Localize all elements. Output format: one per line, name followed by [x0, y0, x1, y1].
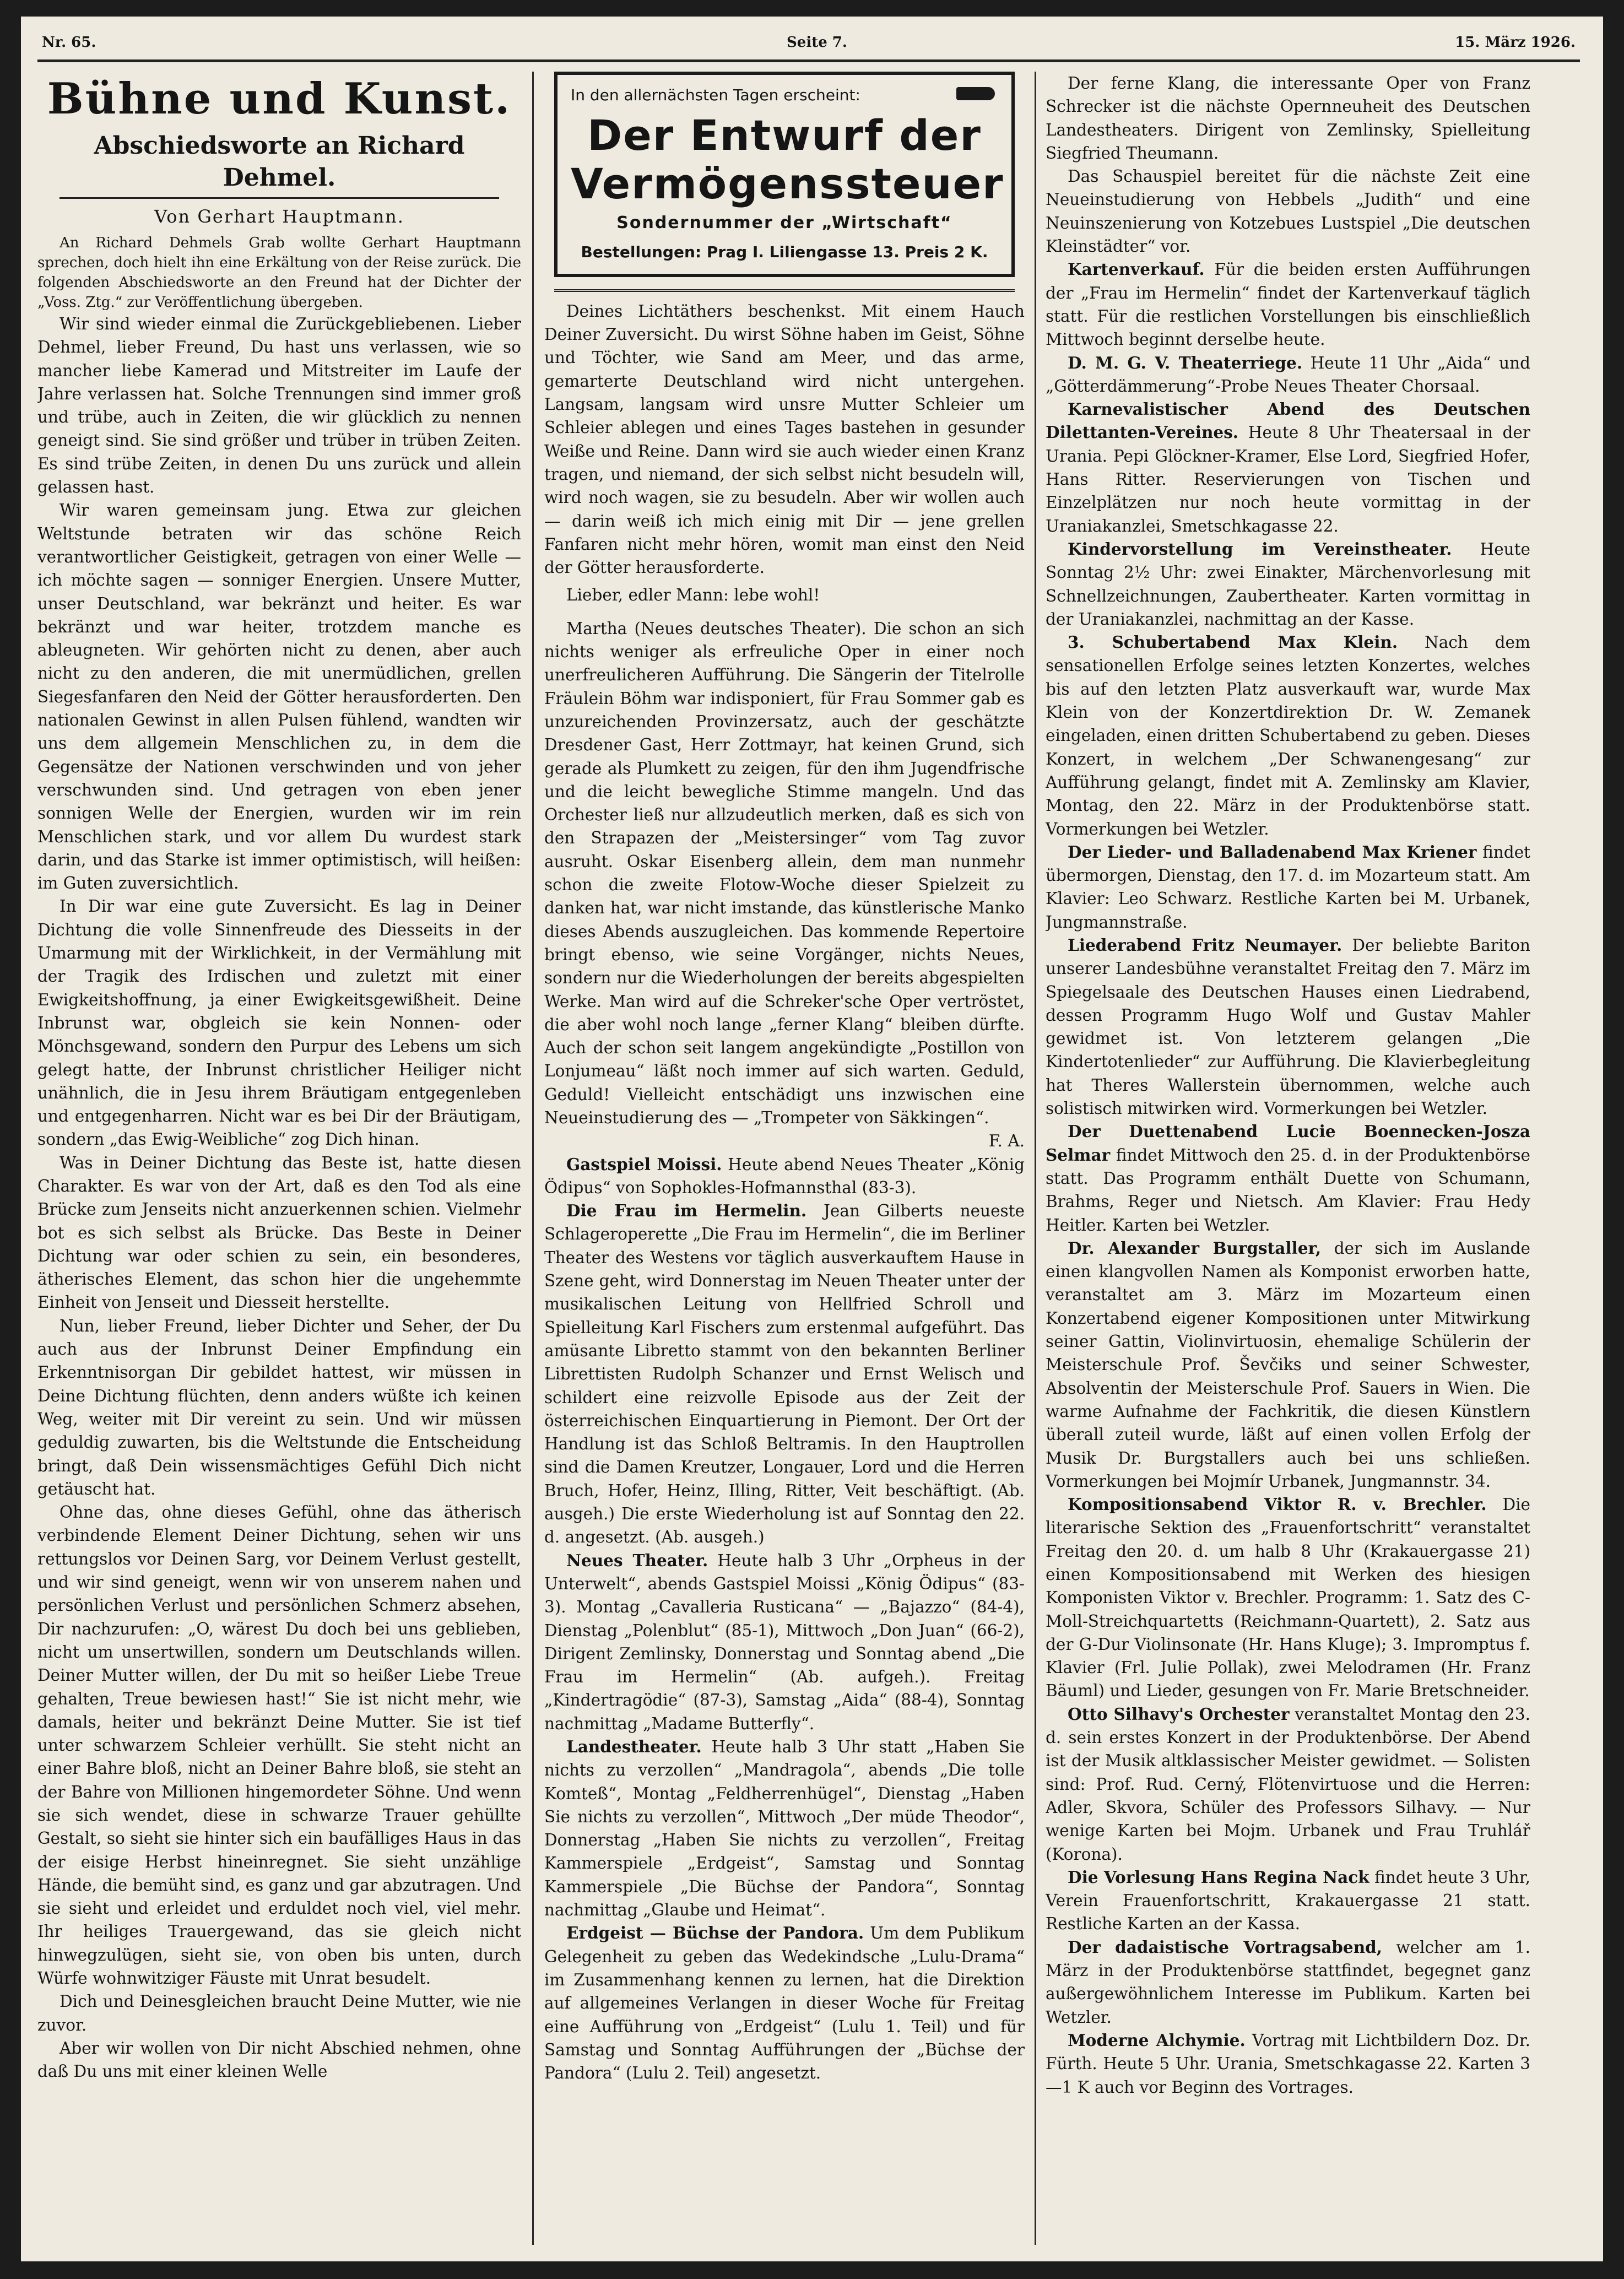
article-paragraph: Deines Lichtäthers beschenkst. Mit einem Hauch Deiner Zuversicht. Du wirst Söhne haben im Geist, Söhne und Töchter, wie Sand am Meer, und das arme, gemarterte Deutschland wird nicht untergehen. Langsam, langsam wird unsre Mutter Schleier um Schleier ablegen und eines Tages bastehen in gesunder Weiße und Reine. Dann wird sie auch wieder einen Kranz tragen, und niemand, der sich selbst nicht besudeln will, wird noch wagen, sie zu besudeln. Aber wir wollen auch — darin weiß ich mich einig mit Dir — jene grellen Fanfaren nicht mehr hören, womit man einst den Neid der Götter herausforderte. — [544, 301, 1025, 577]
ad-order-info: Bestellungen: Prag I. Liliengasse 13. Preis 2 K. — [581, 242, 988, 261]
notice — [1046, 1703, 1530, 1866]
column-rule — [1035, 72, 1036, 2245]
byline: Von Gerhart Hauptmann. — [154, 206, 404, 227]
newspaper-page — [21, 17, 1603, 2261]
notice-lead: Liederabend Fritz Neumayer. — [1068, 935, 1342, 955]
notice-text: Das Schauspiel bereitet für die nächste Zeit eine Neueinstudierung von Hebbels „Judith“ und eine Neuinszenierung von Kotzebues Lustspiel „Die deutschen Kleinstädter“ vor. — [1046, 167, 1530, 256]
notice-lead: Landestheater. — [566, 1737, 702, 1756]
notice-text: Um dem Publikum Gelegenheit zu geben das Wedekindsche „Lulu-Drama“ im Zusammenhang kennen zu lernen, hat die Direktion auf allgemeines Verlangen in dieser Woche für Freitag eine Aufführung von „Erdgeist“ (Lulu 1. Teil) und für Samstag und Sonntag Aufführungen der „Büchse der Pandora“ (Lulu 2. Teil) angesetzt. — [544, 1924, 1025, 2083]
notice-signature: F. A. — [988, 1132, 1025, 1151]
notice-lead: Karnevalistischer Abend des Deutschen Dilettanten-Vereines. — [1046, 399, 1530, 442]
notice — [544, 1199, 1025, 1549]
issue-number: Nr. 65. — [42, 34, 96, 51]
article-paragraph: Wir sind wieder einmal die Zurückgebliebenen. Lieber Dehmel, lieber Freund, Du hast uns verlassen, wie so mancher liebe Kamerad und Mitstreiter im Laufe der Jahre verlassen hat. Solche Trennungen sind immer groß und trübe, auch in Zeiten, die wir glücklich zu nennen geneigt sind. Sie sind größer und trüber in trüben Zeiten. Es sind trübe Zeiten, in denen Du uns zurück und allein gelassen hast. — [37, 315, 521, 497]
notice-text: Jean Gilberts neueste Schlageroperette „Die Frau im Hermelin“, die im Berliner Theater des Westens vor täglich ausverkauftem Hause in Szene geht, wird Donnerstag im Neuen Theater unter der musikalischen Leitung von Hellfried Schroll und Spielleitung Karl Fischers zum erstenmal aufgeführt. Das amüsante Libretto stammt von den bekannten Berliner Librettisten Rudolph Schanzer und Ernst Welisch und schildert eine reizvolle Episode aus der Zeit der österreichischen Einquartierung in Piemont. Der Ort der Handlung ist das Schloß Beltramis. In den Hauptrollen sind die Damen Kreutzer, Longauer, Lord und die Herren Bruch, Hofer, Heinz, Illing, Ritter, Veit beschäftigt. (Ab. ausgeh.) Die erste Wiederholung ist auf Sonntag den 22. d. angesetzt. (Ab. ausgeh.) — [544, 1201, 1025, 1547]
notice-text: Der beliebte Bariton unserer Landesbühne veranstaltet Freitag den 7. März im Spiegelsaale des Deutschen Hauses einen Liedrabend, dessen Programm Hugo Wolf und Gustav Mahler gewidmet ist. Von letzterem gelangen „Die Kindertotenlieder“ zur Aufführung. Die Klavierbegleitung hat Theres Wallerstein übernommen, welche auch solistisch mitwirken wird. Vormerkungen bei Wetzler. — [1046, 935, 1530, 1118]
notice-lead: Erdgeist — Büchse der Pandora. — [566, 1923, 864, 1943]
article-farewell: Lieber, edler Mann: lebe wohl! — [566, 586, 820, 605]
notice-text: Nach dem sensationellen Erfolge seines letzten Konzertes, welches bis auf den letzten Platz ausverkauft war, wurde Max Klein von der Konzertdirektion Dr. W. Zemanek eingeladen, einen dritten Schubertabend zu geben. Dieses Konzert, in welchem „Der Schwanengesang“ zur Aufführung gelangt, findet mit A. Zemlinsky am Klavier, Montag, den 22. März in der Produktenbörse statt. Vormerkungen bei Wetzler. — [1046, 633, 1530, 838]
article-paragraph: Nun, lieber Freund, lieber Dichter und Seher, der Du auch aus der Inbrunst Deiner Empfindung ein Erkenntnisorgan Dir gebildet hattest, wir müssen in Deine Dichtung flüchten, denn anders wüßte ich keinen Weg, weiter mit Dir vereint zu sein. Und wir müssen geduldig zuwarten, bis die Weltstunde die Entscheidung bringt, daß Dein wissensmächtiges Gefühl Dich nicht getäuscht hat. — [37, 1316, 521, 1498]
notice — [1046, 1237, 1530, 1493]
ad-subtitle: Sondernummer der „Wirtschaft“ — [616, 213, 952, 233]
notice-text: welcher am 1. März in der Produktenbörse stattfindet, begegnet ganz außergewöhnlichem Interesse im Publikum. Karten bei Wetzler. — [1046, 1937, 1530, 2027]
column-1 — [37, 72, 521, 2245]
notice-lead: Die Vorlesung Hans Regina Nack — [1068, 1867, 1369, 1887]
notice-lead: Kartenverkauf. — [1068, 259, 1205, 279]
notice-lead: Neues Theater. — [566, 1550, 708, 1570]
notice-lead: Der Duettenabend Lucie Boennecken-Josza Selmar — [1046, 1122, 1530, 1165]
notice — [1046, 1493, 1530, 1703]
notice — [544, 617, 1025, 1130]
notice-lead: Gastspiel Moissi. — [566, 1154, 722, 1174]
notice-text: Heute abend Neues Theater „König Ödipus“ von Sophokles-Hofmannsthal (83-3). — [544, 1155, 1025, 1197]
notice — [1046, 398, 1530, 538]
article-title: Abschiedsworte an Richard Dehmel. — [59, 130, 499, 199]
article-paragraph: Ohne das, ohne dieses Gefühl, ohne das ätherisch verbindende Element Deiner Dichtung, sehen wir uns rettungslos vor Deinen Sarg, vor Deinem Verlust gestellt, und wir sind geneigt, wenn wir von unserem nahen und persönlichen Verlust und persönlichen Schmerz absehen, Dir nachzurufen: „O, wärest Du doch bei uns geblieben, nicht um unsertwillen, sondern um Deutschlands willen. Deiner Mutter willen, der Du mit so heißer Liebe Treue gehalten, Treue bewiesen hast!“ Sie ist nicht mehr, wie damals, heiter und bekränzt Deine Mutter. Sie ist tief unter schwarzem Schleier verhüllt. Sie steht nicht an einer Bahre bloß, nicht an Deiner Bahre bloß, sie steht an der Bahre von Millionen hingemordeter Söhne. Und wenn sie sich wendet, diese in schwarze Trauer gehüllte Gestalt, so sieht sie hinter sich ein baufälliges Haus in das der eisige Herbst hineinregnet. Sie sieht unzählige Hände, die bemüht sind, es ganz und gar abzutragen. Und sie sieht und erleidet und erduldet noch viel, viel mehr. Ihr heiliges Trauergewand, das sie gleich nicht hinwegzulügen, sieht sie, von oben bis unten, durch Würfe wohnwitziger Fäuste mit Unrat besudelt. — [37, 1503, 521, 1988]
notice-text: findet heute 3 Uhr, Verein Frauenfortschritt, Krakauergasse 21 statt. Restliche Karten an der Kassa. — [1046, 1867, 1530, 1934]
notice — [1046, 1120, 1530, 1236]
ad-headline: Der Entwurf der — [587, 111, 982, 160]
notice-text: Heute halb 3 Uhr statt „Haben Sie nichts zu verzollen“ „Mandragola“, abends „Die tolle Komteß“, Montag „Feldherrenhügel“, Dienstag „Haben Sie nichts zu verzollen“, Mittwoch „Der müde Theodor“, Donnerstag „Haben Sie nichts zu verzollen“, Freitag Kammerspiele „Erdgeist“, Samstag und Sonntag Kammerspiele „Die Büchse der Pandora“, Sonntag nachmittag „Glaube und Heimat“. — [544, 1737, 1025, 1920]
notice-lead: Kindervorstellung im Vereinstheater. — [1068, 539, 1452, 559]
notice-text: findet übermorgen, Dienstag, den 17. d. im Mozarteum statt. Am Klavier: Leo Schwarz. Restliche Karten bei M. Urbanek, Jungmannstraße. — [1046, 842, 1530, 932]
ad-announcement: In den allernächsten Tagen erscheint: — [571, 86, 860, 104]
notice — [544, 1735, 1025, 1921]
article-paragraph: Wir waren gemeinsam jung. Etwa zur gleichen Weltstunde betraten wir das schöne Reich verantwortlicher Geistigkeit, getragen von einer Welle — ich möchte sagen — sonniger Energien. Unsere Mutter, unser Deutschland, war bekränzt und heiter. Es war bekränzt und war heiter, trotzdem manche es ableugneten. Wir gehörten nicht zu denen, aber auch nicht zu den anderen, die mit unermüdlichen, grellen Siegesfanfaren den Neid der Götter herausforderten. Den nationalen Gewinst in allen Pulsen fühlend, wandten wir uns dem allgemein Menschlichen zu, in dem die Gegensätze der Nationen verschwinden und von jeher verschwunden sind. Und getragen von eben jener sonnigen Welle der Energien, wurden wir im rein Menschlichen stark, und vor allem Du wurdest stark darin, und das Starke ist immer optimistisch, will heißen: im Guten zuversichtlich. — [37, 501, 521, 893]
notice — [544, 1153, 1025, 1200]
article-paragraph: Dich und Deinesgleichen braucht Deine Mutter, wie nie zuvor. — [37, 1992, 521, 2034]
notice-text: Heute Sonntag 2½ Uhr: zwei Einakter, Märchenvorlesung mit Schnellzeichnungen, Zaubertheater. Karten vormittag in der Uraniakanzlei, nachmittag an der Kasse. — [1046, 539, 1530, 629]
article-paragraph: In Dir war eine gute Zuversicht. Es lag in Deiner Dichtung die volle Sinnenfreude des Diesseits in der Umarmung mit der Wirklichkeit, in der Vermählung mit der Tragik des Irdischen und zuletzt mit einer Ewigkeitshoffnung, ja einer Ewigkeitsgewißheit. Deine Inbrunst war, obgleich sie kein Nonnen- oder Mönchsgewand, sondern den Purpur des Lebens um sich gelegt hatte, der Inbrunst christlicher Heiliger nicht unähnlich, die in Jesu ihrem Bräutigam entgegenleben und entgegenharren. Nicht war es bei Dir der Bräutigam, sondern „das Ewig-Weibliche“ zog Dich hinan. — [37, 897, 521, 1149]
notice-lead: Kompositionsabend Viktor R. v. Brechler. — [1068, 1495, 1487, 1514]
notice-lead: Die Frau im Hermelin. — [566, 1201, 807, 1221]
notice-text: der sich im Auslande einen klangvollen Namen als Komponist erworben hatte, veranstaltet am 3. März im Mozarteum einen Konzertabend eigener Kompositionen unter Mitwirkung seiner Gattin, Violinvirtuosin, ehemalige Schülerin der Meisterschule Prof. Ševčiks und seiner Schwester, Absolventin der Meisterschule Prof. Sauers in Wien. Die warme Aufnahme der Fachkritik, die diesen Künstlern überall zuteil wurde, läßt auf einen vollen Erfolg der Musik Dr. Burgstallers auch bei uns schließen. Vormerkungen bei Mojmír Urbanek, Jungmannstr. 34. — [1046, 1238, 1530, 1491]
notice-text: Heute halb 3 Uhr „Orpheus in der Unterwelt“, abends Gastspiel Moissi „König Ödipus“ (83-3). Montag „Cavalleria Rusticana“ — „Bajazzo“ (84-4), Dienstag „Polenblut“ (85-1), Mittwoch „Don Juan“ (66-2), Dirigent Zemlinsky, Donnerstag und Sonntag abend „Die Frau im Hermelin“ (Ab. aufgeh.). Freitag „Kindertragödie“ (87-3), Samstag „Aida“ (88-4), Sonntag nachmittag „Madame Butterfly“. — [544, 1551, 1025, 1733]
notice-lead: D. M. G. V. Theaterriege. — [1068, 353, 1303, 372]
notice-text: Heute 8 Uhr Theatersaal in der Urania. Pepi Glöckner-Kramer, Else Lord, Siegfried Hofer, Hans Ritter. Reservierungen von Tischen und Einzelplätzen nur noch heute vormittag in der Uraniakanzlei, Smetschkagasse 22. — [1046, 423, 1530, 535]
notice-text: Martha (Neues deutsches Theater). Die schon an sich nichts weniger als erfreuliche Oper in einer noch unerfreulicheren Aufführung. Die Sängerin der Titelrolle Fräulein Böhm war indisponiert, für Frau Sommer gab es unzureichenden Provinzersatz, auch der geschätzte Dresdener Gast, Herr Zottmayr, hat keinen Grund, sich gerade als Plumkett zu zeigen, für den ihm Jugendfrische und die leicht bewegliche Stimme mangeln. Und das Orchester ließ nur allzudeutlich merken, daß es sich von den Strapazen der „Meistersinger“ vom Tag zuvor ausruht. Oskar Eisenberg allein, dem man nunmehr schon die zweite Flotow-Woche dieser Spielzeit zu danken hat, war nicht imstande, das künstlerische Manko dieses Abends auszugleichen. Das kommende Repertoire bringt ebenso, wie seine Vorgänger, nichts Neues, sondern nur die Wiederholungen der bereits abgespielten Werke. Man wird auf die Schreker'sche Oper vertröstet, die aber wohl noch lange „ferner Klang“ bleiben dürfte. Auch der schon seit langem angekündigte „Postillon von Lonjumeau“ läßt noch immer auf sich warten. Geduld, Geduld! Vielleicht entschädigt uns inzwischen eine Neueinstudierung des — „Trompeter von Säkkingen“. — [544, 619, 1025, 1127]
article-intro: An Richard Dehmels Grab wollte Gerhart Hauptmann sprechen, doch hielt ihn eine Erkältung von der Reise zurück. Die folgenden Abschiedsworte an den Freund hat der Dichter der „Voss. Ztg.“ zur Veröffentlichung übergeben. — [37, 235, 521, 311]
notice — [1046, 538, 1530, 631]
notice-lead: Dr. Alexander Burgstaller, — [1068, 1238, 1322, 1258]
notice-lead: Moderne Alchymie. — [1068, 2030, 1246, 2050]
article-paragraph: Aber wir wollen von Dir nicht Abschied nehmen, ohne daß Du uns mit einer kleinen Welle — [37, 2038, 521, 2081]
column-2 — [544, 72, 1025, 2245]
notice-text: findet Mittwoch den 25. d. in der Produktenbörse statt. Das Programm enthält Duette von Schumann, Brahms, Reger und Nietsch. Am Klavier: Frau Hedy Heitler. Karten bei Wetzler. — [1046, 1145, 1530, 1235]
notice-lead: Otto Silhavy's Orchester — [1068, 1704, 1290, 1724]
notice — [1046, 1866, 1530, 1936]
column-rule — [532, 72, 534, 2245]
notice-text: Der ferne Klang, die interessante Oper von Franz Schrecker ist die nächste Opernneuheit des Deutschen Landestheaters. Dirigent von Zemlinsky, Spielleitung Siegfried Theumann. — [1046, 74, 1530, 163]
notice — [1046, 841, 1530, 934]
notice — [1046, 1936, 1530, 2029]
notice — [1046, 258, 1530, 351]
notice — [1046, 631, 1530, 841]
notice-text: Heute 11 Uhr „Aida“ und „Götterdämmerung“-Probe Neues Theater Chorsaal. — [1046, 353, 1530, 396]
notice-text: veranstaltet Montag den 23. d. sein erstes Konzert in der Produktenbörse. Der Abend ist der Musik altklassischer Meister gewidmet. — Solisten sind: Prof. Rud. Cerný, Flötenvirtuose und die Herren: Adler, Skvora, Schüler des Professors Silhavy. — Nur wenige Karten bei Mojm. Urbanek und Frau Truhlář (Korona). — [1046, 1704, 1530, 1864]
notice — [1046, 72, 1530, 165]
article-paragraph: Was in Deiner Dichtung das Beste ist, hatte diesen Charakter. Es war von der Art, daß es den Tod als eine Brücke zum Jenseits nicht anzuerkennen schien. Vielmehr bot es sich selbst als Brücke. Das Beste in Deiner Dichtung war oder schien zu sein, ein besonderes, ätherisches Element, das schon hier die ungehemmte Einheit von Jenseit und Diesseit herstellte. — [37, 1153, 521, 1312]
column-3 — [1046, 72, 1530, 2245]
running-header — [37, 26, 1580, 62]
notice — [1046, 2029, 1530, 2099]
notice-lead: 3. Schubertabend Max Klein. — [1068, 632, 1398, 652]
notice — [544, 1921, 1025, 2085]
notice — [1046, 351, 1530, 398]
pointing-hand-icon — [956, 87, 995, 100]
notice-lead: Der dadaistische Vortragsabend, — [1068, 1937, 1383, 1957]
notice-text: Für die beiden ersten Aufführungen der „Frau im Hermelin“ findet der Kartenverkauf täglich statt. Für die restlichen Vorstellungen bis einschließlich Mittwoch beginnt derselbe heute. — [1046, 260, 1530, 349]
notice-text: Vortrag mit Lichtbildern Doz. Dr. Fürth. Heute 5 Uhr. Urania, Smetschkagasse 22. Karten 3—1 K auch vor Beginn des Vortrages. — [1046, 2031, 1530, 2097]
notice — [544, 1549, 1025, 1735]
page-number: Seite 7. — [787, 34, 847, 51]
issue-date: 15. März 1926. — [1455, 34, 1576, 51]
ad-headline: Vermögenssteuer — [571, 159, 1004, 209]
divider — [554, 289, 1015, 292]
advertisement-box — [554, 72, 1015, 277]
notice — [1046, 165, 1530, 258]
section-title: Bühne und Kunst. — [47, 74, 512, 124]
notice — [1046, 934, 1530, 1120]
notice-text: Die literarische Sektion des „Frauenfortschritt“ veranstaltet Freitag den 20. d. um halb 8 Uhr (Krakauergasse 21) einen Kompositionsabend mit Werken des hiesigen Komponisten Viktor v. Brechler. Programm: 1. Satz des C-Moll-Streichquartetts (Reichmann-Quartett), 2. Satz aus der G-Dur Violinsonate (Hr. Hans Kluge); 3. Impromptus f. Klavier (Frl. Julie Pollak), zwei Melodramen (Hr. Franz Bäuml) und Lieder, gesungen von Fr. Marie Bretschneider. — [1046, 1495, 1530, 1701]
notice-lead: Der Lieder- und Balladenabend Max Kriener — [1068, 842, 1477, 862]
